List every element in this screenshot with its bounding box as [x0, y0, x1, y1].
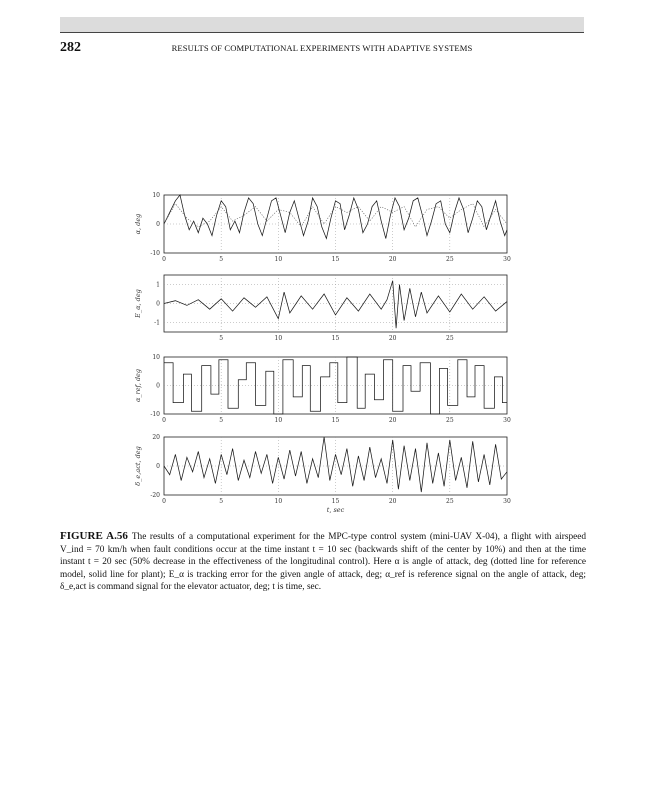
header-rule-bar [60, 17, 584, 33]
x-tick-label: 5 [219, 498, 224, 505]
x-tick-label: 15 [331, 335, 340, 342]
x-tick-label: 25 [446, 498, 454, 505]
x-tick-label: 15 [331, 498, 340, 505]
x-tick-label: 20 [388, 417, 397, 424]
caption-text: The results of a computational experiment for the MPC-type control system (mini-UAV X-04), a flight with airspeed V_ind = 70 km/h when fault conditions occur at the time instant t = 10 sec (backwards shift of the center by 10%) and then at the time instant t = 20 sec (50% decrease in the effectiveness of the longitudinal control). Here α is angle of attack, deg (dotted line for reference model, solid line for plant); E_α is tracking error for the given angle of attack, deg; α_ref is reference signal on the angle of attack, deg; δ_e,act is command signal for the elevator actuator, deg; t is time, sec. [60, 532, 586, 593]
y-axis-label: E_α, deg [134, 289, 142, 318]
x-tick-label: 30 [503, 417, 511, 424]
x-tick-label: 20 [388, 335, 397, 342]
x-tick-label: 20 [388, 498, 397, 505]
y-tick-label: 10 [152, 192, 160, 199]
x-tick-label: 5 [219, 417, 224, 424]
x-tick-label: 10 [274, 417, 283, 424]
x-tick-label: 10 [274, 256, 283, 263]
x-tick-label: 15 [331, 417, 340, 424]
x-tick-label: 0 [162, 498, 166, 505]
x-tick-label: 15 [331, 256, 340, 263]
x-tick-label: 0 [162, 256, 166, 263]
y-tick-label: 1 [156, 281, 160, 289]
figure-caption [60, 530, 586, 594]
x-tick-label: 30 [503, 498, 511, 505]
page-number: 282 [60, 40, 81, 55]
x-tick-label: 25 [446, 335, 454, 342]
x-tick-label: 10 [274, 335, 283, 342]
figure-a56 [130, 190, 520, 520]
y-axis-label: α, deg [134, 213, 142, 235]
x-tick-label: 30 [503, 256, 511, 263]
running-head: RESULTS OF COMPUTATIONAL EXPERIMENTS WITH ADAPTIVE SYSTEMS [171, 43, 473, 53]
y-tick-label: 0 [156, 221, 160, 228]
y-tick-label: 10 [152, 354, 160, 361]
caption-label: FIGURE A.56 [60, 530, 128, 542]
x-tick-label: 5 [219, 335, 224, 342]
x-axis-label: t, sec [326, 506, 345, 514]
x-tick-label: 0 [162, 417, 166, 424]
x-tick-label: 20 [388, 256, 397, 263]
x-tick-label: 25 [446, 417, 454, 424]
y-tick-label: 0 [156, 382, 160, 390]
figure-plots [130, 190, 520, 520]
x-tick-label: 5 [219, 256, 224, 263]
y-tick-label: -1 [154, 319, 160, 327]
y-tick-label: 0 [156, 300, 160, 308]
y-tick-label: -10 [150, 411, 160, 418]
y-tick-label: 0 [156, 463, 160, 470]
x-tick-label: 10 [274, 498, 283, 505]
y-tick-label: 20 [152, 434, 160, 441]
y-tick-label: -20 [150, 492, 160, 499]
x-tick-label: 25 [446, 256, 454, 263]
y-tick-label: -10 [150, 250, 160, 257]
y-axis-label: δ_e,act, deg [134, 446, 142, 486]
y-axis-label: α_ref, deg [134, 368, 142, 403]
